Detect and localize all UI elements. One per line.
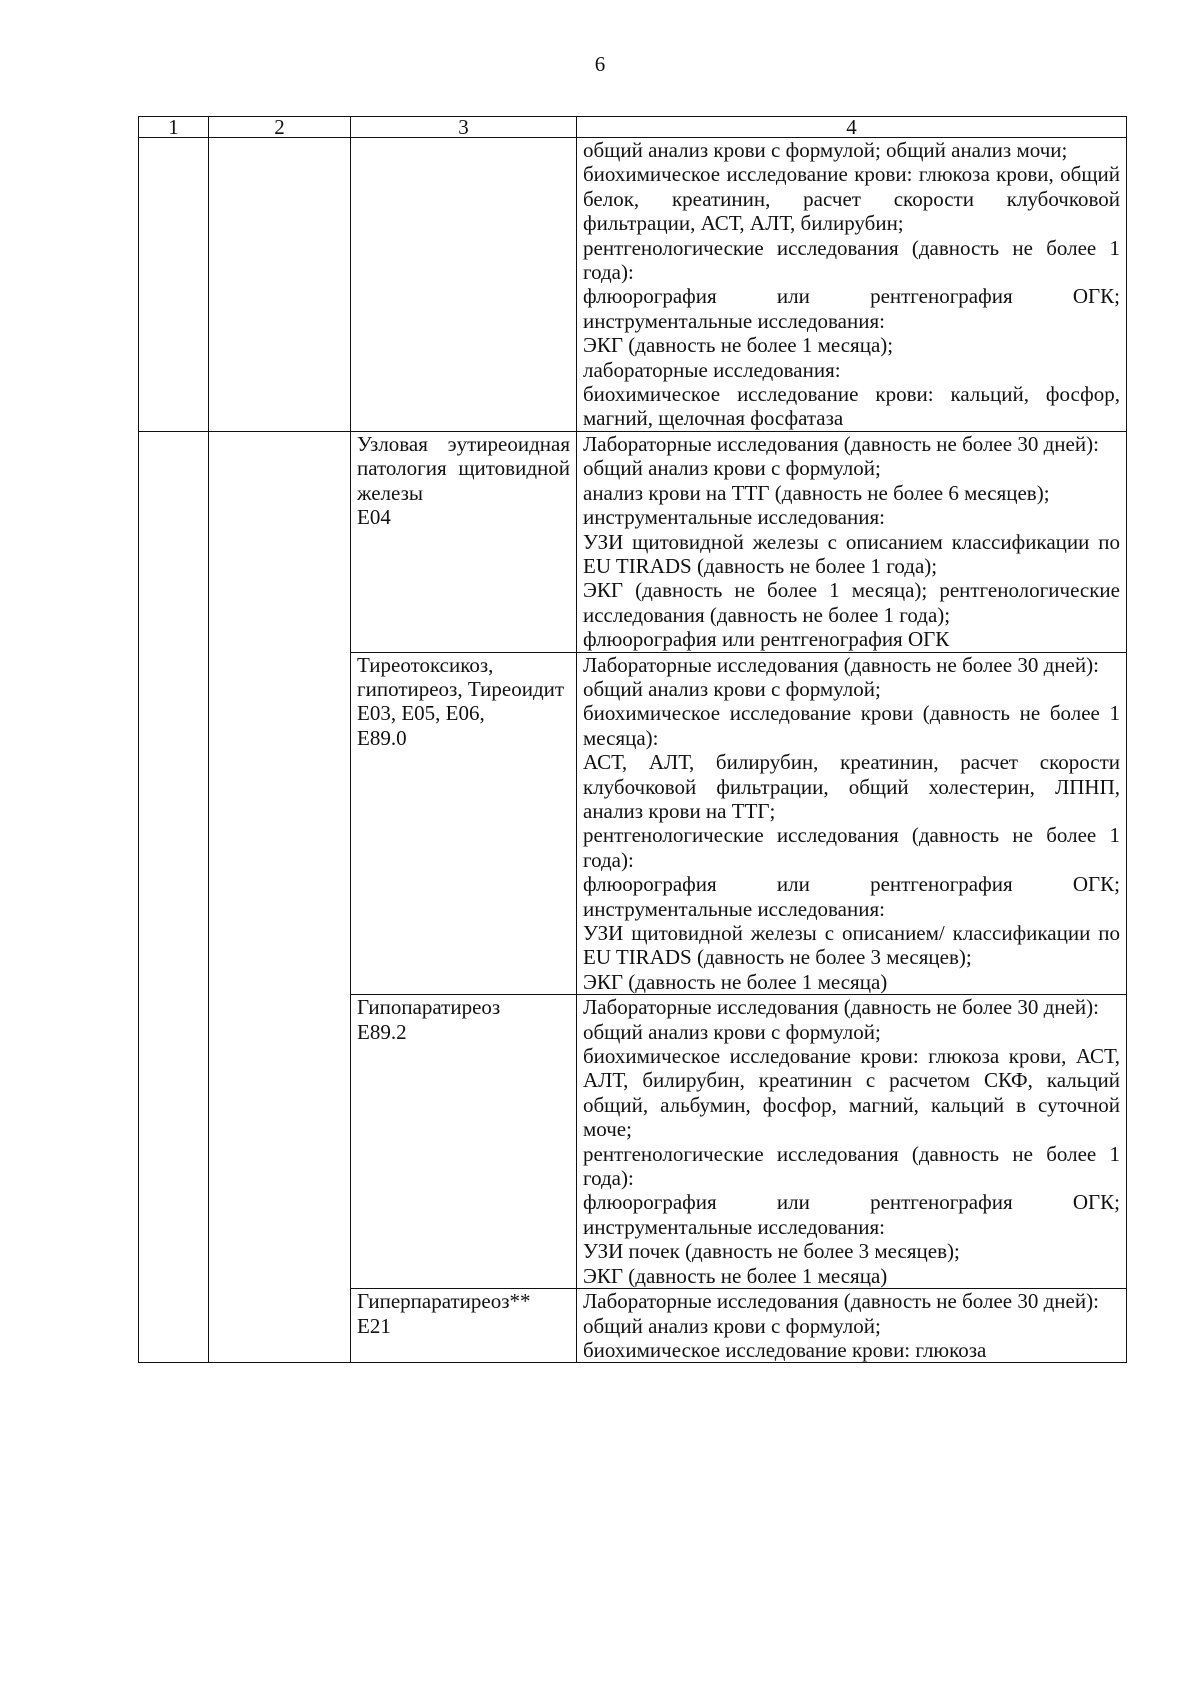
examinations-text: Лабораторные исследования (давность не более 30 дней): общий анализ крови с формулой; биохимическое исследование крови (давность не более 1 месяца): АСТ, АЛТ, билирубин, креатинин, расчет скорости клубочковой фильтрации, общий холестерин, ЛПНП, анализ крови на ТТГ; рентгенологические исследования (давность не более 1 года): флюорография или рентгенография ОГК; инструментальные исследования: УЗИ щитовидной железы с описанием/ классификации по EU TIRADS (давность не более 3 месяцев); ЭКГ (давность не более 1 месяца) (583, 652, 1120, 994)
table-row (139, 995, 1127, 1289)
examinations-cell (577, 995, 1127, 1289)
examinations-text: Лабораторные исследования (давность не более 30 дней): общий анализ крови с формулой; анализ крови на ТТГ (давность не более 6 месяцев); инструментальные исследования: УЗИ щитовидной железы с описанием классификации по EU TIRADS (давность не более 1 года); ЭКГ (давность не более 1 месяца); рентгенологические исследования (давность не более 1 года); флюорография или рентгенография ОГК (583, 431, 1120, 652)
diagnosis-cell (351, 431, 577, 652)
examinations-text: общий анализ крови с формулой; общий анализ мочи; биохимическое исследование крови: глюкоза крови, общий белок, креатинин, расчет скорости клубочковой фильтрации, АСТ, АЛТ, билирубин; рентгенологические исследования (давность не более 1 года): флюорография или рентгенография ОГК; инструментальные исследования: ЭКГ (давность не более 1 месяца); лабораторные исследования: биохимическое исследование крови: кальций, фосфор, магний, щелочная фосфатаза (583, 138, 1120, 431)
column-2-cell (209, 431, 351, 652)
table-row (139, 1289, 1127, 1363)
column-1-cell (139, 995, 209, 1289)
column-header-1: 1 (139, 117, 209, 138)
examinations-cell (577, 1289, 1127, 1363)
table-row (139, 431, 1127, 652)
column-header-4: 4 (577, 117, 1127, 138)
column-2-cell (209, 995, 351, 1289)
diagnosis-text: Узловая эутиреоидная патология щитовидной железы Е04 (357, 431, 570, 530)
examinations-cell (577, 431, 1127, 652)
table-header-row (139, 117, 1127, 138)
examinations-text: Лабораторные исследования (давность не более 30 дней): общий анализ крови с формулой; биохимическое исследование крови: глюкоза (583, 1289, 1099, 1362)
table-row (139, 652, 1127, 995)
examinations-text: Лабораторные исследования (давность не более 30 дней): общий анализ крови с формулой; биохимическое исследование крови: глюкоза крови, АСТ, АЛТ, билирубин, креатинин с расчетом СКФ, кальций общий, альбумин, фосфор, магний, кальций в суточной моче; рентгенологические исследования (давность не более 1 года): флюорография или рентгенография ОГК; инструментальные исследования: УЗИ почек (давность не более 3 месяцев); ЭКГ (давность не более 1 месяца) (583, 995, 1120, 1288)
column-1-cell (139, 138, 209, 432)
medical-examinations-table (138, 116, 1127, 1363)
column-2-cell (209, 652, 351, 995)
column-header-2: 2 (209, 117, 351, 138)
examinations-cell (577, 138, 1127, 432)
column-1-cell (139, 431, 209, 652)
diagnosis-cell (351, 652, 577, 995)
diagnosis-text: Тиреотоксикоз, гипотиреоз, Тиреоидит Е03, Е05, Е06, Е89.0 (357, 652, 565, 750)
diagnosis-text: Гиперпаратиреоз** Е21 (357, 1289, 531, 1338)
column-header-3: 3 (351, 117, 577, 138)
diagnosis-cell (351, 138, 577, 432)
diagnosis-cell (351, 1289, 577, 1363)
diagnosis-cell (351, 995, 577, 1289)
column-1-cell (139, 1289, 209, 1363)
column-1-cell (139, 652, 209, 995)
diagnosis-text: Гипопаратиреоз Е89.2 (357, 995, 501, 1044)
column-2-cell (209, 1289, 351, 1363)
table-row (139, 138, 1127, 432)
column-2-cell (209, 138, 351, 432)
examinations-cell (577, 652, 1127, 995)
page-number: 6 (594, 52, 606, 76)
